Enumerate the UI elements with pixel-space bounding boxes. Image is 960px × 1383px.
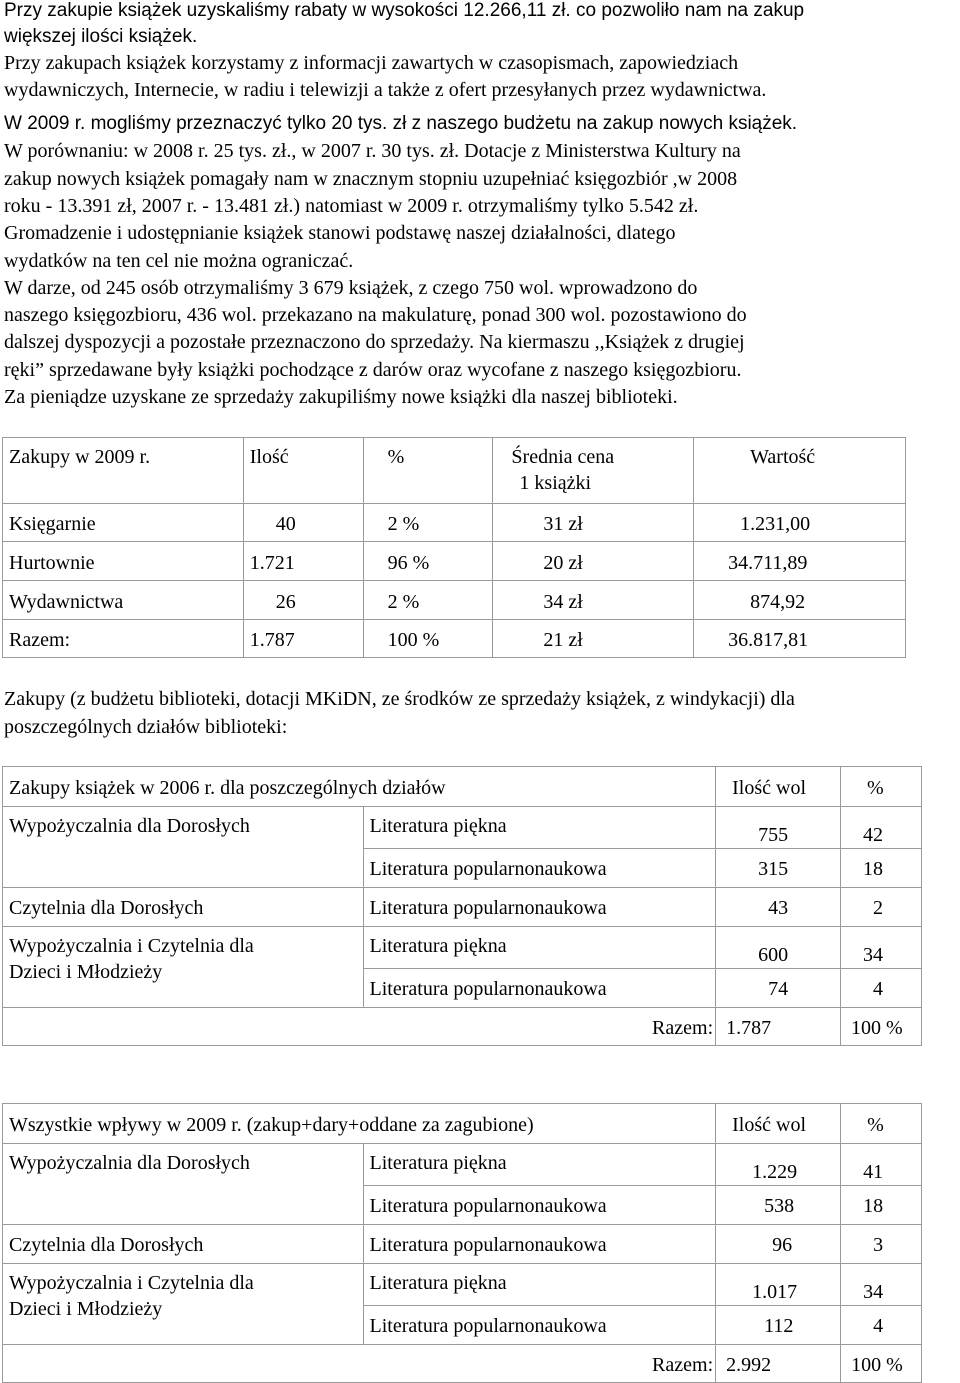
department-line: Wypożyczalnia i Czytelnia dla: [9, 1272, 254, 1294]
text-line: ręki” sprzedawane były książki pochodzące z darów oraz wycofane z naszego księgozbioru.: [4, 359, 742, 381]
table-cell: 34: [841, 927, 922, 969]
column-header: %: [841, 767, 922, 807]
department-cell: [3, 1264, 364, 1345]
total-percent: 100 %: [841, 1008, 922, 1046]
text-line: wydawniczych, Internecie, w radiu i telewizji a także z ofert przesyłanych przez wydawnictwa.: [4, 79, 767, 101]
text-line: Za pieniądze uzyskane ze sprzedaży zakupiliśmy nowe książki dla naszej biblioteki.: [4, 386, 678, 408]
table-cell: Wydawnictwa: [3, 581, 244, 620]
table-cell: 1.229: [716, 1144, 841, 1186]
column-header: Ilość: [243, 438, 363, 504]
table-cell: 31 zł: [493, 504, 694, 542]
table-cell: 74: [716, 969, 841, 1008]
table-cell: 4: [841, 969, 922, 1008]
text-line: Zakupy (z budżetu biblioteki, dotacji MKiDN, ze środków ze sprzedaży książek, z windykacji) dla: [4, 688, 795, 710]
table-cell: 41: [841, 1144, 922, 1186]
text-line: większej ilości książek.: [4, 26, 198, 47]
table-cell: 96: [716, 1225, 841, 1264]
purchases-2009-table: [2, 437, 906, 658]
category-cell: Literatura piękna: [363, 1264, 716, 1306]
table-row: [3, 542, 906, 581]
column-header: [493, 438, 694, 504]
table-cell: 34 zł: [493, 581, 694, 620]
table-cell: 2 %: [363, 504, 493, 542]
column-header: Ilość wol: [716, 767, 841, 807]
total-row: [3, 1008, 922, 1046]
table-row: [3, 807, 922, 849]
text-line: roku - 13.391 zł, 2007 r. - 13.481 zł.) natomiast w 2009 r. otrzymaliśmy tylko 5.542 zł.: [4, 195, 699, 217]
department-line: Wypożyczalnia i Czytelnia dla: [9, 935, 254, 957]
table-cell: 4: [841, 1306, 922, 1345]
text-line: wydatków na ten cel nie można ograniczać.: [4, 250, 354, 272]
table-row: [3, 620, 906, 658]
all-acquisitions-table: [2, 1103, 922, 1383]
category-cell: Literatura piękna: [363, 1144, 716, 1186]
table-header-row: [3, 1104, 922, 1144]
category-cell: Literatura popularnonaukowa: [363, 1225, 716, 1264]
table-cell: 112: [716, 1306, 841, 1345]
table-cell: 1.017: [716, 1264, 841, 1306]
table-cell: 874,92: [694, 581, 906, 620]
table-cell: Razem:: [3, 620, 244, 658]
total-label: Razem:: [3, 1008, 716, 1046]
table-cell: 315: [716, 849, 841, 888]
table-cell: 20 zł: [493, 542, 694, 581]
table-cell: 1.721: [243, 542, 363, 581]
table-cell: 1.231,00: [694, 504, 906, 542]
table-cell: 36.817,81: [694, 620, 906, 658]
category-cell: Literatura piękna: [363, 927, 716, 969]
table-cell: 40: [243, 504, 363, 542]
table-cell: 34: [841, 1264, 922, 1306]
column-header: Zakupy książek w 2006 r. dla poszczególnych działów: [3, 767, 716, 807]
column-header-line: 1 książki: [519, 472, 592, 494]
column-header: Wszystkie wpływy w 2009 r. (zakup+dary+oddane za zagubione): [3, 1104, 716, 1144]
table-row: [3, 1144, 922, 1186]
column-header: %: [363, 438, 493, 504]
purchases-by-department-table: [2, 766, 922, 1046]
column-header: Zakupy w 2009 r.: [3, 438, 244, 504]
table-cell: 2 %: [363, 581, 493, 620]
total-label: Razem:: [3, 1345, 716, 1383]
total-value: 1.787: [716, 1008, 841, 1046]
table-cell: 26: [243, 581, 363, 620]
category-cell: Literatura popularnonaukowa: [363, 1306, 716, 1345]
table-cell: Hurtownie: [3, 542, 244, 581]
table-cell: 1.787: [243, 620, 363, 658]
department-line: Dzieci i Młodzieży: [9, 961, 163, 983]
table-cell: 18: [841, 1186, 922, 1225]
table-row: [3, 1225, 922, 1264]
table-cell: Księgarnie: [3, 504, 244, 542]
table-row: [3, 927, 922, 969]
text-line: Przy zakupie książek uzyskaliśmy rabaty w wysokości 12.266,11 zł. co pozwoliło nam na zakup: [4, 0, 805, 21]
table-cell: 538: [716, 1186, 841, 1225]
department-cell: Czytelnia dla Dorosłych: [3, 888, 364, 927]
department-cell: Wypożyczalnia dla Dorosłych: [3, 807, 364, 888]
table-cell: 3: [841, 1225, 922, 1264]
category-cell: Literatura popularnonaukowa: [363, 888, 716, 927]
category-cell: Literatura popularnonaukowa: [363, 969, 716, 1008]
text-line: Przy zakupach książek korzystamy z informacji zawartych w czasopismach, zapowiedziach: [4, 52, 739, 74]
text-line: dalszej dyspozycji a pozostałe przeznaczono do sprzedaży. Na kiermaszu ,,Książek z drugiej: [4, 331, 745, 353]
category-cell: Literatura popularnonaukowa: [363, 1186, 716, 1225]
text-line: Gromadzenie i udostępnianie książek stanowi podstawę naszej działalności, dlatego: [4, 222, 676, 244]
total-value: 2.992: [716, 1345, 841, 1383]
table-cell: 96 %: [363, 542, 493, 581]
table-row: [3, 581, 906, 620]
text-line: poszczególnych działów biblioteki:: [4, 716, 288, 738]
text-line: zakup nowych książek pomagały nam w znacznym stopniu uzupełniać księgozbiór ,w 2008: [4, 168, 738, 190]
department-cell: Wypożyczalnia dla Dorosłych: [3, 1144, 364, 1225]
table-cell: 600: [716, 927, 841, 969]
total-percent: 100 %: [841, 1345, 922, 1383]
table-cell: 18: [841, 849, 922, 888]
total-row: [3, 1345, 922, 1383]
table-cell: 755: [716, 807, 841, 849]
category-cell: Literatura popularnonaukowa: [363, 849, 716, 888]
text-line: W porównaniu: w 2008 r. 25 tys. zł., w 2007 r. 30 tys. zł. Dotacje z Ministerstwa Kultury na: [4, 140, 741, 162]
department-line: Dzieci i Młodzieży: [9, 1298, 163, 1320]
department-cell: [3, 927, 364, 1008]
column-header: %: [841, 1104, 922, 1144]
table-row: [3, 1264, 922, 1306]
column-header: Wartość: [694, 438, 906, 504]
table-cell: 100 %: [363, 620, 493, 658]
column-header-line: Średnia cena: [511, 446, 615, 468]
table-header-row: [3, 438, 906, 504]
table-header-row: [3, 767, 922, 807]
table-row: [3, 888, 922, 927]
department-cell: Czytelnia dla Dorosłych: [3, 1225, 364, 1264]
text-line: naszego księgozbioru, 436 wol. przekazano na makulaturę, ponad 300 wol. pozostawiono do: [4, 304, 747, 326]
category-cell: Literatura piękna: [363, 807, 716, 849]
table-cell: 43: [716, 888, 841, 927]
text-line: W 2009 r. mogliśmy przeznaczyć tylko 20 tys. zł z naszego budżetu na zakup nowych książek.: [4, 113, 798, 134]
table-cell: 21 zł: [493, 620, 694, 658]
table-row: [3, 504, 906, 542]
text-line: W darze, od 245 osób otrzymaliśmy 3 679 książek, z czego 750 wol. wprowadzono do: [4, 277, 698, 299]
column-header: Ilość wol: [716, 1104, 841, 1144]
table-cell: 2: [841, 888, 922, 927]
table-cell: 42: [841, 807, 922, 849]
table-cell: 34.711,89: [694, 542, 906, 581]
